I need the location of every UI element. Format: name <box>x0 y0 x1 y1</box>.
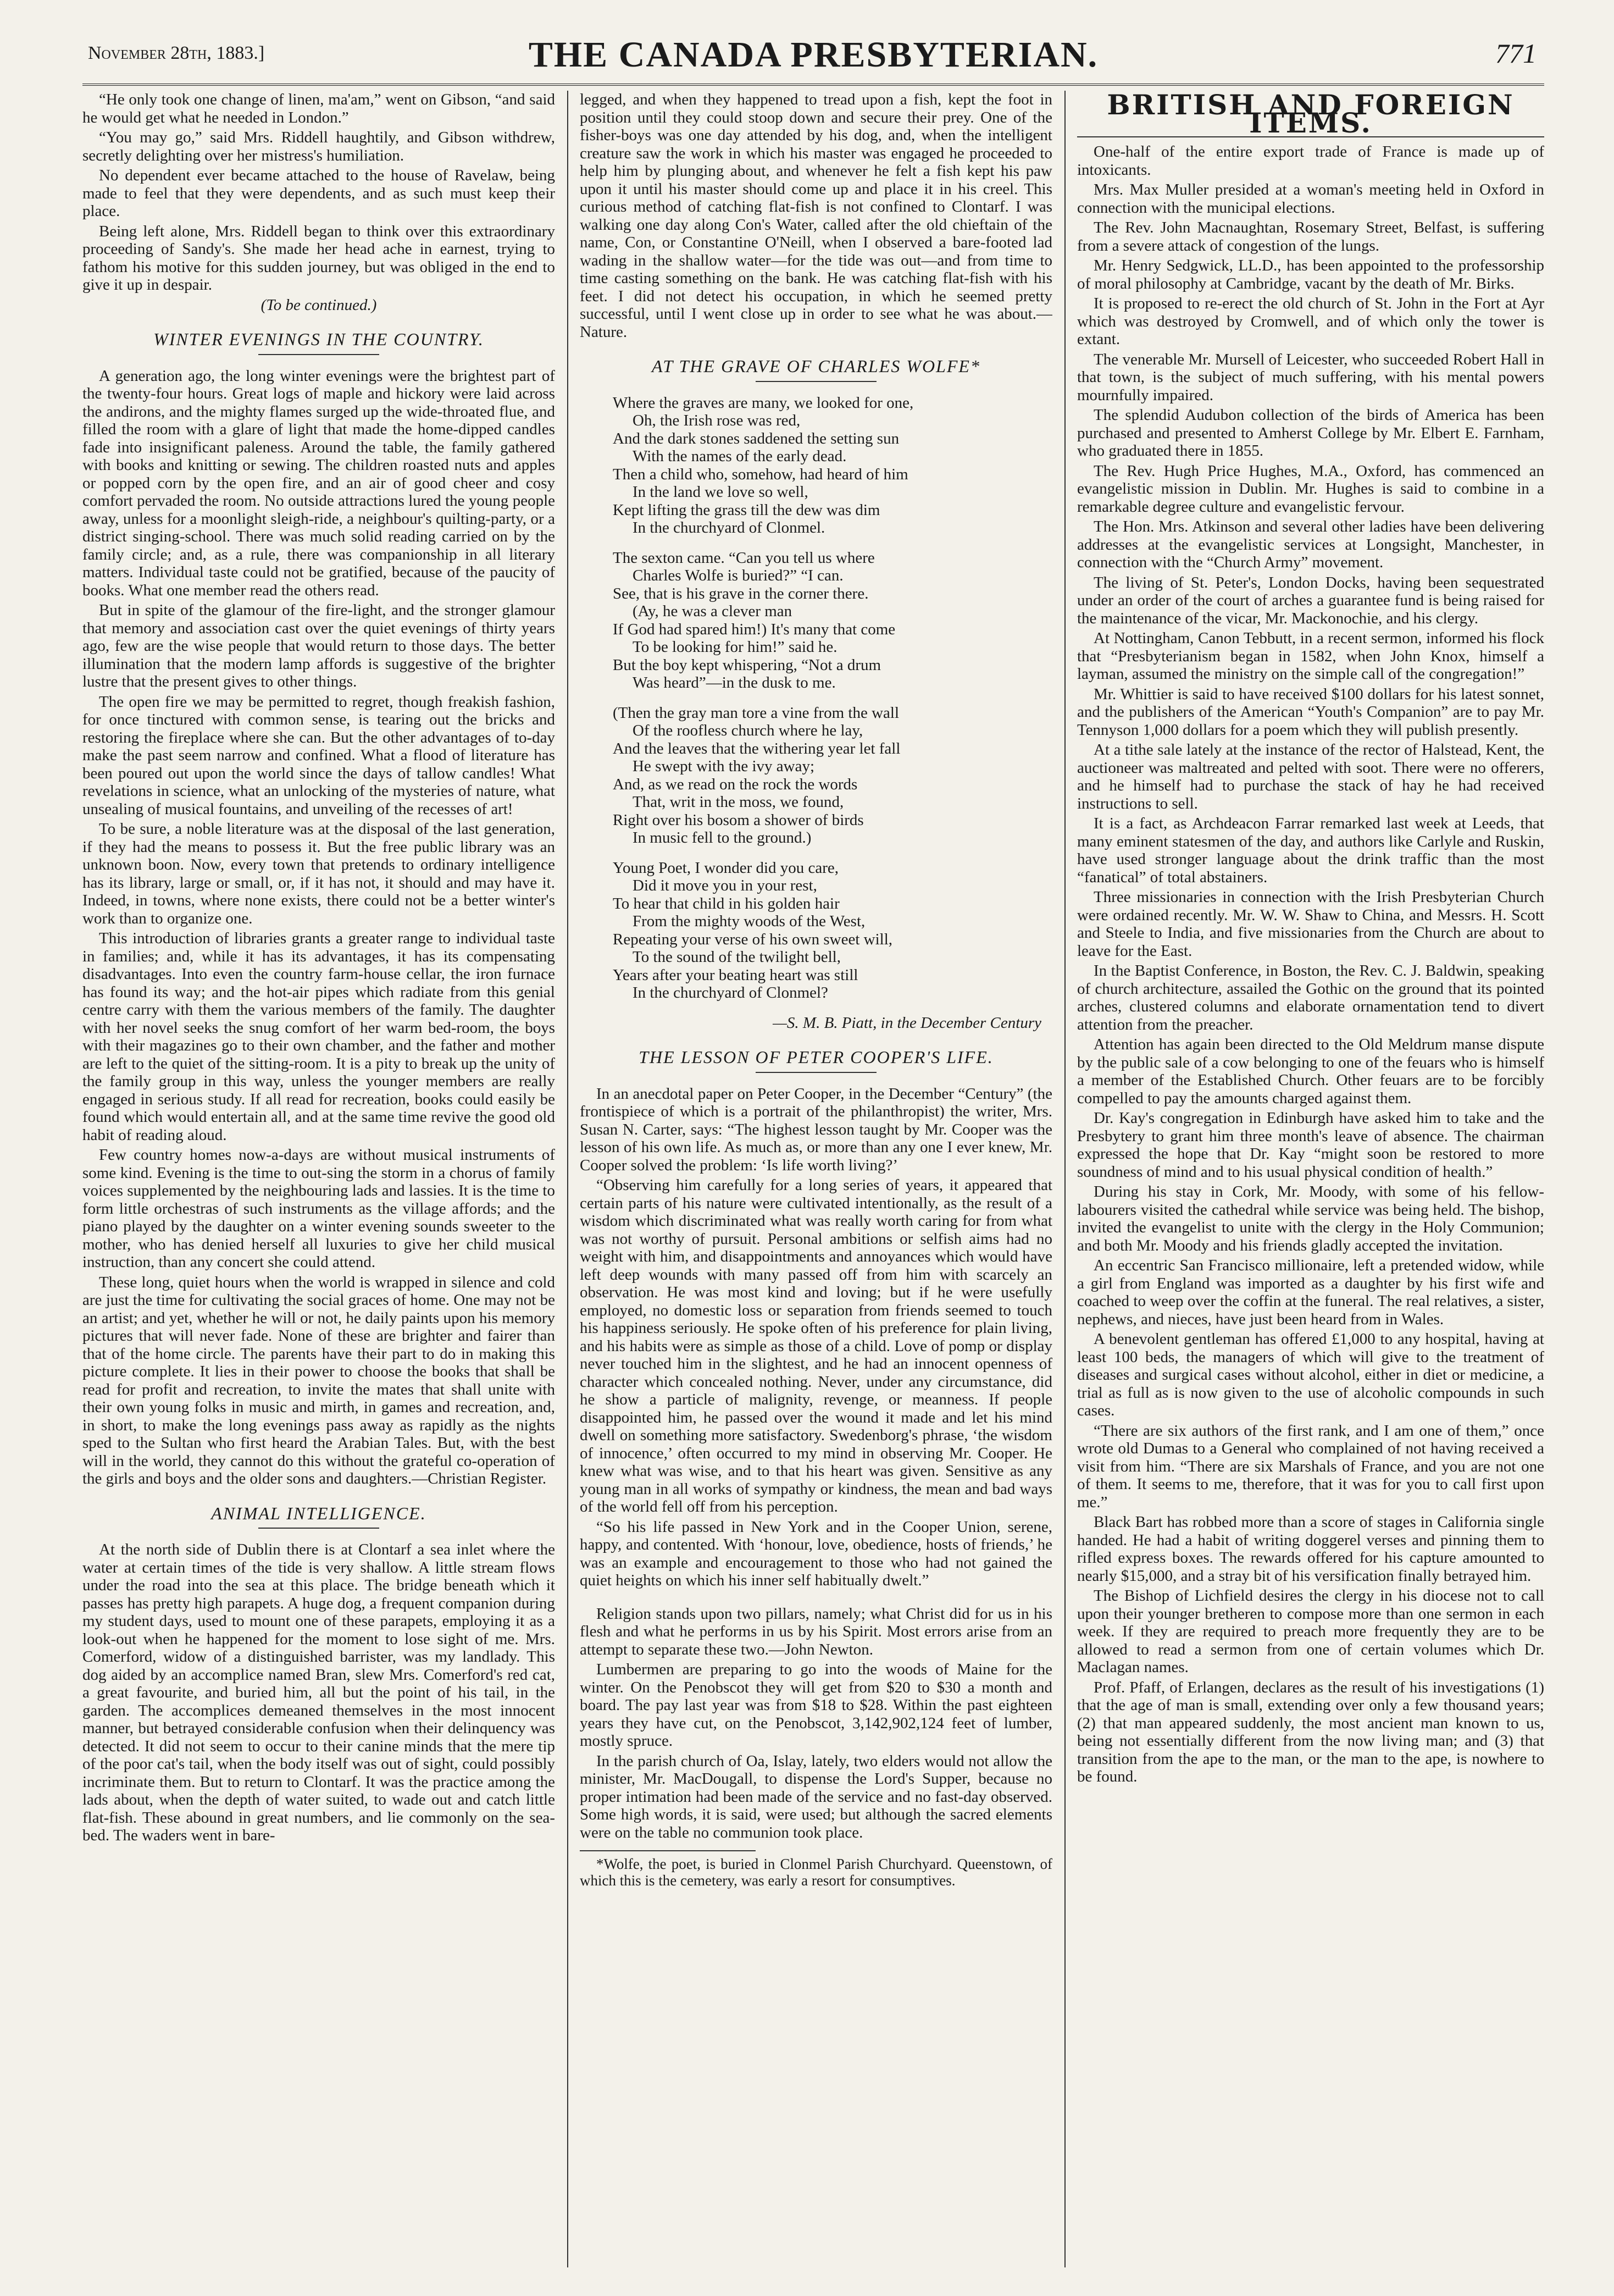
stanza <box>613 549 1052 692</box>
stanza <box>613 859 1052 1002</box>
news-item: The Bishop of Lichfield desires the clergy in his diocese not to call upon their younger bretheren to compose more than one sermon in each week. If they are required to preach more frequently they are to be allowed to read a sermon from one of certain volumes which Dr. Maclagan names. <box>1077 1587 1544 1676</box>
news-item: It is proposed to re-erect the old church of St. John in the Fort at Ayr which was destroyed by Cromwell, and of which only the tower is extant. <box>1077 295 1544 348</box>
news-item: Black Bart has robbed more than a score of stages in California single handed. He had a habit of writing doggerel verses and pinning them to rifled express boxes. The rewards offered for his capture amounted to nearly $15,000, and a stray bit of his versification finally betrayed him. <box>1077 1513 1544 1585</box>
news-item: At a tithe sale lately at the instance of the rector of Halstead, Kent, the auctioneer was maltreated and pelted with soot. There were no offerers, and he himself had to purchase the stack of hay he had received instructions to sell. <box>1077 741 1544 812</box>
news-item: The Rev. John Macnaughtan, Rosemary Street, Belfast, is suffering from a severe attack of congestion of the lungs. <box>1077 219 1544 255</box>
poem-line: Repeating your verse of his own sweet will, <box>613 930 893 948</box>
paragraph: This introduction of libraries grants a greater range to individual taste in families; and, while it has its advantages, it has its compensating disadvantages. Into even the country farm-house cellar, the iron furnace has found its way; and the hot-air pipes which radiate from this genial centre carry with them the various members of the family. The daughter with her novel seeks the snug comfort of her warm bed-room, the boys with their magazines go to their own chamber, and the father and mother are left to the quiet of the sitting-room. It is a pity to break up the unity of the family group in this way, unless the younger members are really engaged in serious study. If all read for recreation, books could easily be found which would entertain all, and at the same time revive the good old habit of reading aloud. <box>82 930 555 1144</box>
column-divider <box>1064 91 1066 2267</box>
news-item: Mrs. Max Muller presided at a woman's meeting held in Oxford in connection with the municipal elections. <box>1077 181 1544 217</box>
poem-line: In the churchyard of Clonmel? <box>633 984 828 1002</box>
masthead <box>82 22 1544 84</box>
paragraph: These long, quiet hours when the world is wrapped in silence and cold are just the time for cultivating the social graces of home. One may not be an artist; and yet, whether he will or not, he daily paints upon his memory pictures that will never fade. None of these are brighter and fairer than that of the home circle. The parents have their part to do in making this picture complete. It lies in their power to choose the books that shall be read for profit and recreation, to invite the mates that shall unite with their own young folks in music and mirth, in games and recreation, and, in short, to make the long evenings pass away as rapidly as the nights sped to the Sultan who first heard the Arabian Tales. But, with the best will in the world, they cannot do this without the grateful co-operation of the girls and boys and the older sons and daughters.—Christian Register. <box>82 1273 555 1487</box>
masthead-rule <box>82 84 1544 86</box>
article-peter-cooper <box>580 1048 1052 1590</box>
article-heading: AT THE GRAVE OF CHARLES WOLFE* <box>580 357 1052 382</box>
paragraph: At the north side of Dublin there is at Clontarf a sea inlet where the water at certain times of the tide is very shallow. A little stream flows under the road into the sea at this place. The bridge beneath which it passes has pretty high parapets. A huge dog, a frequent companion during my student days, used to mount one of these parapets, employing it as a look-out when he happened for the moment to lose sight of me. Mrs. Comerford, widow of a distinguished barrister, was my landlady. This dog aided by an accomplice named Bran, slew Mrs. Comerford's red cat, a great favourite, and buried him, all but the point of his tail, in the garden. The accomplices demeaned themselves in the most innocent manner, but betrayed considerable confusion when their delinquency was detected. It did not seem to occur to their canine minds that the mere tip of the poor cat's tail, when the body itself was out of sight, could possibly incriminate them. But to return to Clontarf. It was the practice among the lads about, when the depth of water suited, to wade out and catch little flat-fish. These abound in great numbers, and lie commonly on the sea-bed. The waders went in bare- <box>82 1541 555 1844</box>
paragraph: “Observing him carefully for a long series of years, it appeared that certain parts of his nature were cultivated intentionally, as the result of a wisdom which discriminated what was really worth caring for from what was not worthy of pursuit. Personal ambitions or selfish aims had no weight with him, and disappointments and annoyances which would have left deep wounds with many passed off from him with scarcely an observation. He was most kind and loving; but if he were usefully employed, no domestic loss or separation from friends seemed to touch his happiness seriously. He spoke often of his preference for plain living, and his habits were as simple as those of a child. Love of pomp or display never touched him in the slightest, and he had an innocent openness of character which concealed nothing. Never, under any circumstance, did he show a particle of malignity, revenge, or meanness. If people disappointed him, he passed over the wound it made and let his mind dwell on something more satisfactory. Swedenborg's phrase, ‘the wisdom of innocence,’ often occurred to my mind in observing Mr. Cooper. He knew what was wise, and to that his heart was given. Sensitive as any young man in all works of sympathy or kindness, the mean and bad ways of the world fell off from his perception. <box>580 1176 1052 1515</box>
article-heading: WINTER EVENINGS IN THE COUNTRY. <box>82 330 555 355</box>
poem-line: The sexton came. “Can you tell us where <box>613 549 875 567</box>
issue-date: November 28th, 1883.] <box>88 43 265 63</box>
poem-line: Oh, the Irish rose was red, <box>633 412 801 429</box>
poem-line: To be looking for him!” said he. <box>633 638 837 656</box>
paragraph: Lumbermen are preparing to go into the woods of Maine for the winter. On the Penobscot they will get from $20 to $30 a month and board. The pay last year was from $18 to $28. Within the past eighteen years they have cut, on the Penobscot, 3,142,902,124 feet of lumber, mostly spruce. <box>580 1661 1052 1750</box>
poem-line: Where the graves are many, we looked for one, <box>613 394 914 412</box>
poem-line: Of the roofless church where he lay, <box>633 722 863 739</box>
news-item: Mr. Whittier is said to have received $100 dollars for his latest sonnet, and the publishers of the American “Youth's Companion” are to pay Mr. Tennyson 1,000 dollars for a poem which they will publish presently. <box>1077 685 1544 739</box>
poem-line: If God had spared him!) It's many that come <box>613 620 896 638</box>
poem-line: But the boy kept whispering, “Not a drum <box>613 656 881 674</box>
news-item: Attention has again been directed to the Old Meldrum manse dispute by the public sale of a cow belonging to one of the feuars who is himself a member of the Established Church. Other feuars are to be forcibly compelled to pay the amounts charged against them. <box>1077 1036 1544 1107</box>
paragraph: legged, and when they happened to tread upon a fish, kept the foot in position until they could stoop down and secure their prey. One of the fisher-boys was one day attended by his dog, and, when the intelligent creature saw the work in which his master was engaged he proceeded to help him by plunging about, and whenever he felt a fish kept his paw upon it until his master should come up and place it in his creel. This curious method of catching flat-fish is not confined to Clontarf. I was walking one day along Con's Water, called after the old chieftain of the name, Con, or Constantine O'Neill, when I observed a bare-footed lad wading in the shallow water—for the tide was out—and from time to time casting something on the bank. He was catching flat-fish with his feet. I did not detect his occupation, in which he seemed pretty successful, until I went close up in order to see what he was about.—Nature. <box>580 91 1052 341</box>
poem-line: Right over his bosom a shower of birds <box>613 811 864 829</box>
columns <box>82 91 1544 2267</box>
article-winter-evenings <box>82 330 555 1488</box>
news-item: During his stay in Cork, Mr. Moody, with some of his fellow-labourers visited the cathedral while service was being held. The bishop, invited the evangelist to unite with the clergy in the Holy Communion; and both Mr. Moody and his friends gladly accepted the invitation. <box>1077 1183 1544 1254</box>
poem-line: (Then the gray man tore a vine from the wall <box>613 704 899 722</box>
footnote: *Wolfe, the poet, is buried in Clonmel Parish Churchyard. Queenstown, of which this is the cemetery, was early a resort for consumptives. <box>580 1856 1052 1889</box>
newspaper-page <box>82 22 1544 2276</box>
news-item: At Nottingham, Canon Tebbutt, in a recent sermon, informed his flock that “Presbyterianism began in 1582, when John Knox, himself a layman, assumed the ministry on the simple call of the congregation!” <box>1077 629 1544 683</box>
stanza <box>613 704 1052 847</box>
paragraph: In the parish church of Oa, Islay, lately, two elders would not allow the minister, Mr. MacDougall, to dispense the Lord's Supper, because no proper intimation had been made of the service and no fast-day observed. Some high words, it is said, were used; but although the sacred elements were on the table no communion took place. <box>580 1752 1052 1841</box>
poem-line: Did it move you in your rest, <box>633 877 817 894</box>
paragraph: “You may go,” said Mrs. Riddell haughtily, and Gibson withdrew, secretly delighting over her mistress's humiliation. <box>82 129 555 164</box>
news-item: In the Baptist Conference, in Boston, the Rev. C. J. Baldwin, speaking of church architecture, assailed the Gothic on the ground that its pointed arches, clustered columns and elaborate ornamentation tend to divert attention from the preacher. <box>1077 962 1544 1033</box>
column-divider <box>567 91 568 2267</box>
news-item: The venerable Mr. Mursell of Leicester, who succeeded Robert Hall in that town, is the subject of much suffering, with his mental powers mournfully impaired. <box>1077 350 1544 404</box>
poem-line: And, as we read on the rock the words <box>613 775 858 793</box>
news-item: Dr. Kay's congregation in Edinburgh have asked him to take and the Presbytery to grant him three month's leave of absence. The chairman expressed the hope that Dr. Kay “might soon be restored to more soundness of mind and to his usual physical condition of health.” <box>1077 1109 1544 1181</box>
poem-line: Years after your beating heart was still <box>613 966 858 984</box>
footnote-rule <box>580 1850 756 1851</box>
paragraph: The open fire we may be permitted to regret, though freakish fashion, for once tinctured with common sense, is tearing out the bricks and restoring the fireplace where she can. But the other advantages of to-day make the past seem narrow and confined. What a flood of literature has been poured out upon the world since the days of tallow candles! What revelations in science, what an unlocking of the mysteries of nature, what unsealing of musical fountains, and unveiling of the recesses of art! <box>82 693 555 818</box>
news-item: Prof. Pfaff, of Erlangen, declares as the result of his investigations (1) that the age of man is small, extending over only a few thousand years; (2) that man appeared suddenly, the most ancient man known to us, being not essentially different from the now living man; and (3) that transition from the ape to the man, or the man to the ape, is nowhere to be found. <box>1077 1678 1544 1785</box>
poem-line: With the names of the early dead. <box>633 447 847 465</box>
news-item: “There are six authors of the first rank, and I am one of them,” once wrote old Dumas to a General who complained of not having received a visit from him. “There are six Marshals of France, and you are not one of them. It seems to me, therefore, that it was for you to call first upon me.” <box>1077 1421 1544 1511</box>
paragraph: “So his life passed in New York and in the Cooper Union, serene, happy, and contented. With ‘honour, love, obedience, hosts of friends,’ he was an example and encouragement to those who had not gained the quiet heights on which his inner self habitually dwelt.” <box>580 1518 1052 1589</box>
poem-line: In the land we love so well, <box>633 483 808 501</box>
poem-line: In the churchyard of Clonmel. <box>633 519 825 536</box>
column-3 <box>1077 91 1544 2267</box>
newspaper-title: THE CANADA PRESBYTERIAN. <box>528 35 1099 75</box>
poem-line: Was heard”—in the dusk to me. <box>633 674 836 691</box>
poem-attribution: —S. M. B. Piatt, in the December Century <box>773 1014 1041 1032</box>
news-item: Three missionaries in connection with the Irish Presbyterian Church were ordained recently. Mr. W. W. Shaw to China, and Messrs. H. Scott and Steele to India, and five missionaries from the Church are about to leave for the East. <box>1077 888 1544 960</box>
poem-line: And the dark stones saddened the setting sun <box>613 429 900 447</box>
poem-body <box>613 394 1052 1002</box>
poem-line: That, writ in the moss, we found, <box>633 793 844 811</box>
section-heading-british-foreign: BRITISH AND FOREIGN ITEMS. <box>1107 91 1515 139</box>
poem-line: To hear that child in his golden hair <box>613 894 840 912</box>
news-item: It is a fact, as Archdeacon Farrar remarked last week at Leeds, that many eminent statesmen of the day, and authors like Carlyle and Ruskin, have used stronger language about the drink traffic than the most “fanatical” of total abstainers. <box>1077 815 1544 886</box>
paragraph: To be sure, a noble literature was at the disposal of the last generation, if they had the means to possess it. But the free public library was an unknown boon. Now, every town that pretends to ordinary intelligence has its library, large or small, or, if it has not, it should and may have it. Indeed, in towns, where none exists, there could not be a better winter's work than to organize one. <box>82 820 555 927</box>
poem-line: He swept with the ivy away; <box>633 757 815 775</box>
serial-story <box>82 91 555 314</box>
paragraph: “He only took one change of linen, ma'am,” went on Gibson, “and said he would get what he needed in London.” <box>82 91 555 126</box>
news-item: The splendid Audubon collection of the birds of America has been purchased and presented to Amherst College by Mr. Elbert E. Farnham, who graduated there in 1855. <box>1077 406 1544 460</box>
news-item: Mr. Henry Sedgwick, LL.D., has been appointed to the professorship of moral philosophy at Cambridge, vacant by the death of Mr. Birks. <box>1077 257 1544 292</box>
page-number: 771 <box>1495 38 1537 69</box>
poem-line: See, that is his grave in the corner there. <box>613 584 869 602</box>
news-item: The Rev. Hugh Price Hughes, M.A., Oxford, has commenced an evangelistic mission in Dublin. Mr. Hughes is said to combine in a remarkable degree culture and evangelistic fervour. <box>1077 462 1544 516</box>
poem-line: From the mighty woods of the West, <box>633 912 866 930</box>
article-heading: ANIMAL INTELLIGENCE. <box>82 1504 555 1529</box>
poem-line: Young Poet, I wonder did you care, <box>613 859 839 877</box>
paragraph: In an anecdotal paper on Peter Cooper, in the December “Century” (the frontispiece of which is a portrait of the philanthropist) the writer, Mrs. Susan N. Carter, says: “The highest lesson taught by Mr. Cooper was the lesson of his own life. As much as, or more than any one I ever knew, Mr. Cooper solved the problem: ‘Is life worth living?’ <box>580 1085 1052 1174</box>
column-1 <box>82 91 555 2267</box>
poem-line: Kept lifting the grass till the dew was dim <box>613 501 880 519</box>
news-item: The living of St. Peter's, London Docks, having been sequestrated under an order of the court of arches a guarantee fund is being raised for the maintenance of the vicar, Mr. Mackonochie, and his clergy. <box>1077 573 1544 627</box>
poem-line: To the sound of the twilight bell, <box>633 948 841 966</box>
continued-note: (To be continued.) <box>260 296 377 314</box>
article-heading: THE LESSON OF PETER COOPER'S LIFE. <box>580 1048 1052 1073</box>
news-item: The Hon. Mrs. Atkinson and several other ladies have been delivering addresses at the evangelistic services at Longsight, Manchester, in connection with the “Church Army” movement. <box>1077 518 1544 571</box>
news-item: One-half of the entire export trade of France is made up of intoxicants. <box>1077 143 1544 179</box>
paragraph: No dependent ever became attached to the house of Ravelaw, being made to feel that they were dependents, and as such must keep their place. <box>82 167 555 220</box>
stanza <box>613 394 1052 537</box>
paragraph: But in spite of the glamour of the fire-light, and the stronger glamour that memory and association cast over the quiet evenings of thirty years ago, few are the wise people that would return to those days. The better illumination that the modern lamp affords is suggestive of the brighter lustre that the present gives to other things. <box>82 601 555 690</box>
paragraph: Religion stands upon two pillars, namely; what Christ did for us in his flesh and what he performs in us by his Spirit. Most errors arise from an attempt to separate these two.—John Newton. <box>580 1605 1052 1658</box>
poem-grave-of-charles-wolfe <box>580 357 1052 1032</box>
poem-line: Then a child who, somehow, had heard of him <box>613 465 908 483</box>
poem-line: (Ay, he was a clever man <box>633 602 792 620</box>
article-animal-intelligence <box>82 1504 555 1845</box>
paragraph: Few country homes now-a-days are without musical instruments of some kind. Evening is the time to out-sing the storm in a chorus of family voices supplemented by the neighbouring lads and lassies. It is the time to form little orchestras of such instruments as the village affords; and the piano played by the daughter on a winter evening sounds sweeter to the mother, who has denied herself all luxuries to give her child musical instruction, than any concert she could attend. <box>82 1146 555 1271</box>
news-item: A benevolent gentleman has offered £1,000 to any hospital, having at least 100 beds, the managers of which will give to the treatment of diseases and surgical cases without alcohol, either in diet or medicine, a trial as full as is now given to the use of alcoholic compounds in such cases. <box>1077 1330 1544 1419</box>
column-2 <box>580 91 1052 2267</box>
paragraph: A generation ago, the long winter evenings were the brightest part of the twenty-four hours. Great logs of maple and hickory were laid across the andirons, and the mighty flames surged up the wide-throated flue, and filled the room with a glare of light that made the home-dipped candles fade into insignificant paleness. Around the table, the family gathered with books and knitting or sewing. The children roasted nuts and apples or popped corn by the open fire, and an air of good cheer and cosy comfort pervaded the room. No outside attractions lured the young people away, unless for a moonlight sleigh-ride, a neighbour's quilting-party, or a district singing-school. There was much solid reading carried on by the family circle; and, as a rule, there was companionship in all literary matters. Individual taste could not be gratified, because of the paucity of books. What one member read the others read. <box>82 367 555 599</box>
poem-line: In music fell to the ground.) <box>633 829 812 847</box>
poem-line: Charles Wolfe is buried?” “I can. <box>633 567 844 584</box>
poem-line: And the leaves that the withering year let fall <box>613 739 901 757</box>
paragraph: Being left alone, Mrs. Riddell began to think over this extraordinary proceeding of Sandy's. She made her head ache in earnest, trying to fathom his motive for this sudden journey, but was obliged in the end to give it up in despair. <box>82 222 555 294</box>
news-item: An eccentric San Francisco millionaire, left a pretended widow, while a girl from England was imported as a daughter by his first wife and coached to weep over the coffin at the funeral. The real relatives, a sister, nephews, and nieces, have just been heard from in Wales. <box>1077 1257 1544 1328</box>
